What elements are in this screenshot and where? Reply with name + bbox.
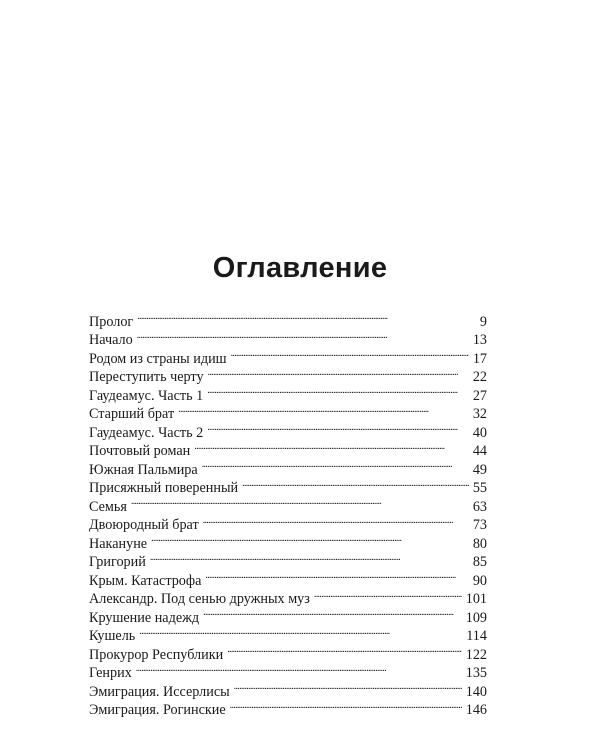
dot-leader — [151, 529, 469, 548]
dot-leader — [205, 566, 468, 585]
dot-leader — [137, 307, 476, 326]
toc-entry-page: 122 — [465, 646, 487, 663]
toc-entry-title: Крушение надежд — [89, 609, 200, 626]
dot-leader — [207, 418, 469, 437]
dot-leader — [207, 381, 469, 400]
toc-entry-title: Переступить черту — [89, 369, 204, 385]
toc-entry[interactable] — [89, 326, 487, 348]
toc-entry[interactable] — [89, 659, 487, 681]
toc-entry-title: Григорий — [89, 554, 146, 570]
toc-entry-title: Семья — [89, 498, 127, 515]
toc-entry[interactable] — [89, 677, 487, 700]
toc-entry-title: Прокурор Республики — [89, 646, 224, 663]
toc-entry[interactable] — [89, 511, 487, 533]
toc-entry-title: Эмиграция. Рогинские — [89, 702, 226, 718]
toc-entry[interactable] — [89, 640, 487, 663]
dot-leader — [194, 437, 469, 456]
toc-entry-title: Начало — [89, 332, 133, 348]
toc-entry-title: Двоюродный брат — [89, 517, 199, 533]
table-of-contents — [89, 307, 487, 718]
toc-entry-title: Генрих — [89, 665, 132, 681]
toc-entry-page: 101 — [465, 591, 487, 607]
dot-leader — [234, 677, 462, 696]
toc-entry-title: Крым. Катастрофа — [89, 572, 202, 589]
page-title: Оглавление — [212, 252, 388, 284]
dot-leader — [136, 659, 462, 678]
dot-leader — [227, 640, 461, 659]
toc-entry-page: 49 — [472, 461, 487, 478]
toc-entry-page: 114 — [466, 628, 487, 644]
dot-leader — [203, 511, 469, 530]
dot-leader — [231, 344, 469, 363]
dot-leader — [137, 326, 469, 345]
dot-leader — [131, 492, 469, 511]
toc-entry-page: 85 — [472, 554, 487, 570]
toc-entry-page: 135 — [465, 665, 487, 681]
toc-entry-page: 109 — [465, 609, 487, 626]
toc-entry-page: 40 — [472, 424, 487, 441]
toc-entry-page: 63 — [472, 498, 487, 515]
toc-entry-page: 9 — [479, 313, 487, 330]
dot-leader — [202, 455, 469, 474]
toc-entry-title: Эмиграция. Иссерлисы — [89, 683, 230, 700]
toc-entry-page: 140 — [465, 683, 487, 700]
toc-entry-title: Южная Пальмира — [89, 461, 198, 478]
dot-leader — [139, 622, 462, 641]
toc-entry-title: Александр. Под сенью дружных муз — [89, 591, 310, 607]
dot-leader — [314, 585, 462, 604]
toc-entry-title: Кушель — [89, 628, 136, 644]
toc-entry-title: Присяжный поверенный — [89, 480, 239, 496]
toc-entry-title: Родом из страны идиш — [89, 350, 227, 367]
toc-entry-title: Гаудеамус. Часть 2 — [89, 424, 204, 441]
dot-leader — [208, 363, 469, 382]
dot-leader — [242, 474, 469, 493]
toc-entry-page: 55 — [472, 480, 487, 496]
toc-entry-title: Старший брат — [89, 406, 175, 422]
dot-leader — [230, 696, 462, 715]
toc-entry-page: 80 — [472, 535, 487, 552]
toc-entry-page: 32 — [472, 406, 487, 422]
toc-entry[interactable] — [89, 622, 487, 644]
toc-entry-page: 146 — [465, 702, 487, 718]
toc-entry-title: Пролог — [89, 313, 134, 330]
dot-leader — [203, 603, 462, 622]
toc-entry[interactable] — [89, 307, 487, 330]
toc-entry[interactable] — [89, 492, 487, 515]
toc-entry-page: 44 — [472, 443, 487, 459]
dot-leader — [150, 548, 469, 567]
toc-entry-page: 73 — [472, 517, 487, 533]
toc-entry-page: 27 — [472, 387, 487, 404]
toc-entry-page: 17 — [472, 350, 487, 367]
toc-entry-title: Почтовый роман — [89, 443, 191, 459]
toc-entry-page: 90 — [472, 572, 487, 589]
toc-entry-title: Накануне — [89, 535, 148, 552]
toc-entry-page: 13 — [472, 332, 487, 348]
toc-entry-page: 22 — [472, 369, 487, 385]
toc-entry-title: Гаудеамус. Часть 1 — [89, 387, 204, 404]
toc-entry[interactable] — [89, 344, 487, 367]
dot-leader — [178, 400, 469, 419]
